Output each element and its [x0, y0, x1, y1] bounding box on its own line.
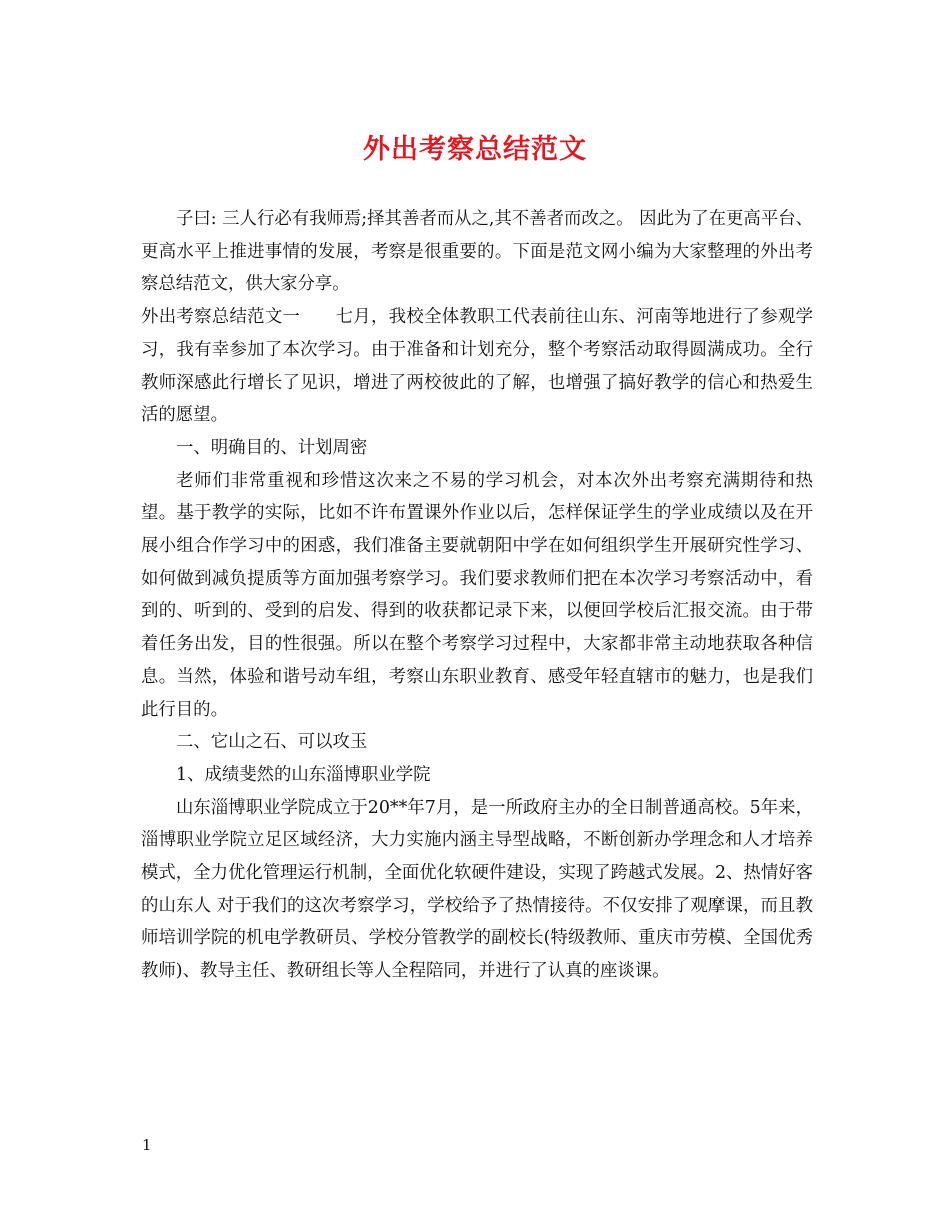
section-heading-one: 一、明确目的、计划周密: [176, 437, 368, 458]
sample-one-paragraph: 外出考察总结范文一 七月，我校全体教职工代表前往山东、河南等地进行了参观学习，我有幸参加了本次学习。由于准备和计划充分，整个考察活动取得圆满成功。全行教师深感此行增长了见识，增进了两校彼此的了解，也增强了搞好教学的信心和热爱生活的愿望。: [141, 307, 813, 426]
subsection-heading-one: 1、成绩斐然的山东淄博职业学院: [176, 764, 431, 785]
section-heading-two: 二、它山之石、可以攻玉: [176, 732, 368, 753]
document-body: [141, 203, 813, 988]
document-title: 外出考察总结范文: [363, 134, 587, 165]
section-one-paragraph: 老师们非常重视和珍惜这次来之不易的学习机会，对本次外出考察充满期待和热望。基于教学的实际，比如不许布置课外作业以后，怎样保证学生的学业成绩以及在开展小组合作学习中的困惑，我们准备主要就朝阳中学在如何组织学生开展研究性学习、如何做到减负提质等方面加强考察学习。我们要求教师们把在本次学习考察活动中，看到的、听到的、受到的启发、得到的收获都记录下来，以便回学校后汇报交流。由于带着任务出发，目的性很强。所以在整个考察学习过程中，大家都非常主动地获取各种信息。当然，体验和谐号动车组，考察山东职业教育、感受年轻直辖市的魅力，也是我们此行目的。: [141, 470, 813, 720]
intro-paragraph: 子曰: 三人行必有我师焉;择其善者而从之,其不善者而改之。 因此为了在更高平台、更高水平上推进事情的发展，考察是很重要的。下面是范文网小编为大家整理的外出考察总结范文，供大家分享。: [141, 209, 813, 295]
subsection-one-paragraph: 山东淄博职业学院成立于20**年7月，是一所政府主办的全日制普通高校。5年来，淄博职业学院立足区域经济，大力实施内涵主导型战略，不断创新办学理念和人才培养模式，全力优化管理运行机制，全面优化软硬件建设，实现了跨越式发展。2、热情好客的山东人 对于我们的这次考察学习，学校给予了热情接待。不仅安排了观摩课，而且教师培训学院的机电学教研员、学校分管教学的副校长(特级教师、重庆市劳模、全国优秀教师)、教导主任、教研组长等人全程陪同，并进行了认真的座谈课。: [141, 797, 813, 982]
page-number: 1: [142, 1136, 152, 1154]
